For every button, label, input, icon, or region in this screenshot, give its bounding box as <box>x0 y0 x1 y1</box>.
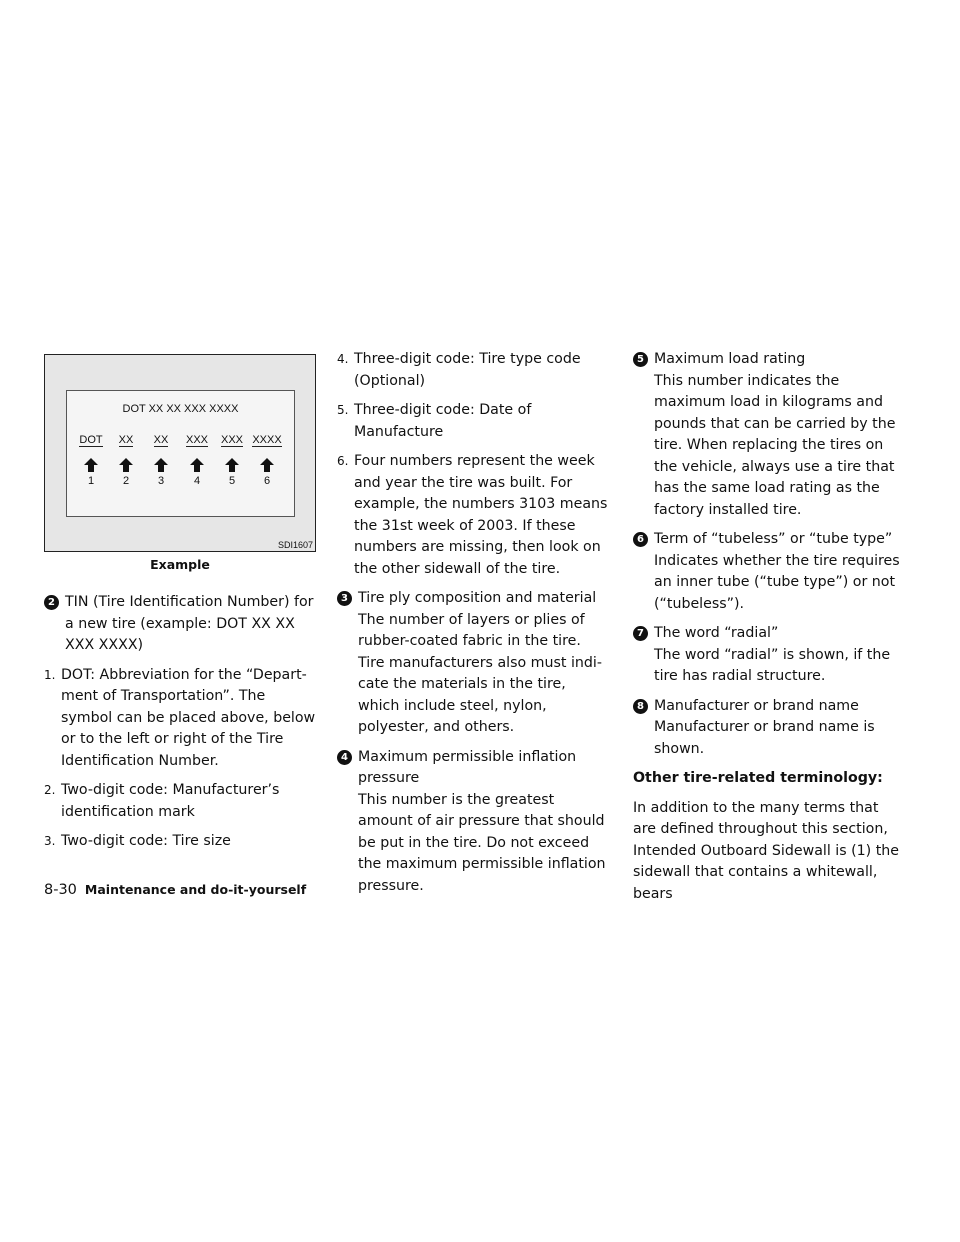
circled-number-2: 2 <box>44 595 59 610</box>
item-3-heading: Tire ply composition and material <box>358 590 597 606</box>
segment-number: 3 <box>157 475 165 487</box>
item-2 <box>44 592 316 657</box>
item-6-body: Indicates whether the tire requires an inner tube (“tube type”) or not (“tubeless”). <box>654 552 900 612</box>
list-item: 5. Three-digit code: Date of Manufacture <box>337 402 532 440</box>
list-item: 3. Two-digit code: Tire size <box>44 833 231 849</box>
item-5-body: This number indicates the maximum load in kilograms and pounds that can be carried by the tire. When replacing the tires on the vehicle, always use a tire that has the same load rating as the factory installed tire. <box>654 372 896 518</box>
segment-number: 6 <box>263 475 271 487</box>
page-number: 8-30 <box>44 882 77 898</box>
item-7-heading: The word “radial” <box>654 625 779 641</box>
tire-code-diagram <box>66 390 295 517</box>
item-8 <box>633 696 905 761</box>
arrow-up-icon <box>154 458 168 472</box>
list-item: 1. DOT: Abbreviation for the “Department of Transportation”. The symbol can be placed above, below or to the left or right of the Tire Identification Number. <box>44 666 316 769</box>
item-4-heading: Maximum permissible inflation pressure <box>358 748 577 786</box>
item-5 <box>633 349 905 521</box>
segment-4: XXX <box>185 434 208 446</box>
circled-number-3: 3 <box>337 591 352 606</box>
item-4 <box>337 747 609 898</box>
item-6-heading: Term of “tubeless” or “tube type” <box>654 531 893 547</box>
section-heading: Other tire-related terminology: <box>633 770 883 786</box>
segment-number: 5 <box>228 475 236 487</box>
segment-number: 1 <box>87 475 95 487</box>
circled-number-4: 4 <box>337 750 352 765</box>
circled-number-7: 7 <box>633 626 648 641</box>
item-3-body: The number of layers or plies of rubber-coated fabric in the tire. Tire manufacturers also must indicate the materials in the tire, which include steel, nylon, polyester, and others. <box>358 611 602 735</box>
segment-3: XX <box>153 434 169 446</box>
segment-5: XXX <box>220 434 243 446</box>
arrow-up-icon <box>190 458 204 472</box>
column-1 <box>44 592 316 861</box>
figure-id: SDI1607 <box>277 540 313 550</box>
list-item: 4. Three-digit code: Tire type code (Optional) <box>337 351 581 389</box>
item-4-body: This number is the greatest amount of air pressure that should be put in the tire. Do not exceed the maximum permissible inflation pressure. <box>358 791 606 894</box>
item-5-heading: Maximum load rating <box>654 351 806 367</box>
segment-6: XXXX <box>252 434 282 446</box>
tire-code-figure <box>44 354 316 552</box>
circled-number-6: 6 <box>633 532 648 547</box>
arrow-up-icon <box>119 458 133 472</box>
segment-2: XX <box>118 434 134 446</box>
page-footer <box>44 882 306 898</box>
figure-caption: Example <box>150 557 210 572</box>
item-3 <box>337 588 609 739</box>
circled-number-5: 5 <box>633 352 648 367</box>
item-7 <box>633 623 905 688</box>
item-8-body: Manufacturer or brand name is shown. <box>654 719 875 757</box>
item-6 <box>633 529 905 615</box>
item-7-body: The word “radial” is shown, if the tire has radial structure. <box>654 646 891 684</box>
paragraph: In addition to the many terms that are defined throughout this section, Intended Outboard Sidewall is (1) the sidewall that contains a whitewall, bears <box>633 799 900 902</box>
segment-number: 2 <box>122 475 130 487</box>
list-item: 2. Two-digit code: Manufacturer’s identification mark <box>44 782 280 820</box>
column-2 <box>337 349 609 905</box>
list-item: 6. Four numbers represent the week and year the tire was built. For example, the numbers 3103 means the 31st week of 2003. If these numbers are missing, then look on the other sidewall of the tire. <box>337 453 608 577</box>
segment-number: 4 <box>193 475 201 487</box>
circled-number-8: 8 <box>633 699 648 714</box>
tire-code-line: DOT XX XX XXX XXXX <box>122 403 239 415</box>
item-2-text: TIN (Tire Identification Number) for a new tire (example: DOT XX XX XXX XXXX) <box>65 594 314 653</box>
segment-dot: DOT <box>79 434 103 446</box>
column-3 <box>633 349 905 913</box>
arrow-up-icon <box>84 458 98 472</box>
section-title: Maintenance and do-it-yourself <box>84 882 307 897</box>
arrow-up-icon <box>225 458 239 472</box>
item-8-heading: Manufacturer or brand name <box>654 697 859 714</box>
arrow-up-icon <box>260 458 274 472</box>
